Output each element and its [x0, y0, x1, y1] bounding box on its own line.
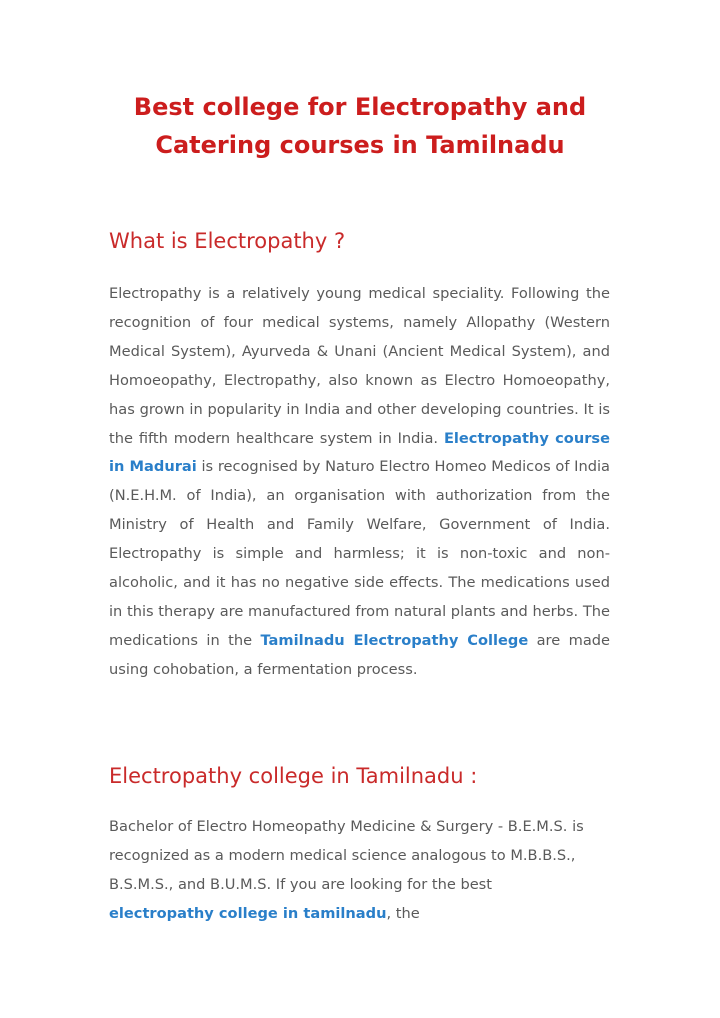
- page-title: [100, 88, 620, 164]
- link-electropathy-college-tamilnadu[interactable]: electropathy college in tamilnadu: [109, 904, 387, 922]
- paragraph-text: is recognised by Naturo Electro Homeo Medicos of India (N.E.H.M. of India), an organisation with authorization from the Ministry of Health and Family Welfare, Government of India. Electropathy is simple and harmless; it is non-toxic and non-alcoholic, and it has no negative side effects. The medications used in this therapy are manufactured from natural plants and herbs. The medications in the: [109, 458, 610, 649]
- section-heading-electropathy-college: Electropathy college in Tamilnadu :: [109, 764, 478, 788]
- section-heading-what-is-electropathy: What is Electropathy ?: [109, 229, 346, 253]
- paragraph-text: Bachelor of Electro Homeopathy Medicine & Surgery - B.E.M.S. is recognized as a modern medical science analogous to M.B.B.S., B.S.M.S., and B.U.M.S. If you are looking for the best: [109, 818, 584, 893]
- link-tamilnadu-electropathy-college[interactable]: Tamilnadu Electropathy College: [260, 631, 529, 649]
- section-paragraph-what-is-electropathy: [109, 280, 610, 685]
- paragraph-text: are made using cohobation, a fermentation process.: [109, 631, 610, 678]
- page-title-line-2: Catering courses in Tamilnadu: [155, 131, 565, 159]
- link-electropathy-course-madurai[interactable]: Electropathy course in Madurai: [109, 429, 611, 476]
- paragraph-text: Electropathy is a relatively young medical speciality. Following the recognition of four medical systems, namely Allopathy (Western Medical System), Ayurveda & Unani (Ancient Medical System), and Homoeopathy, Electropathy, also known as Electro Homoeopathy, has grown in popularity in India and other developing countries. It is the fifth modern healthcare system in India.: [109, 285, 610, 447]
- page-title-line-1: Best college for Electropathy and: [133, 93, 587, 121]
- paragraph-text: , the: [386, 904, 420, 922]
- section-paragraph-electropathy-college: [109, 813, 589, 929]
